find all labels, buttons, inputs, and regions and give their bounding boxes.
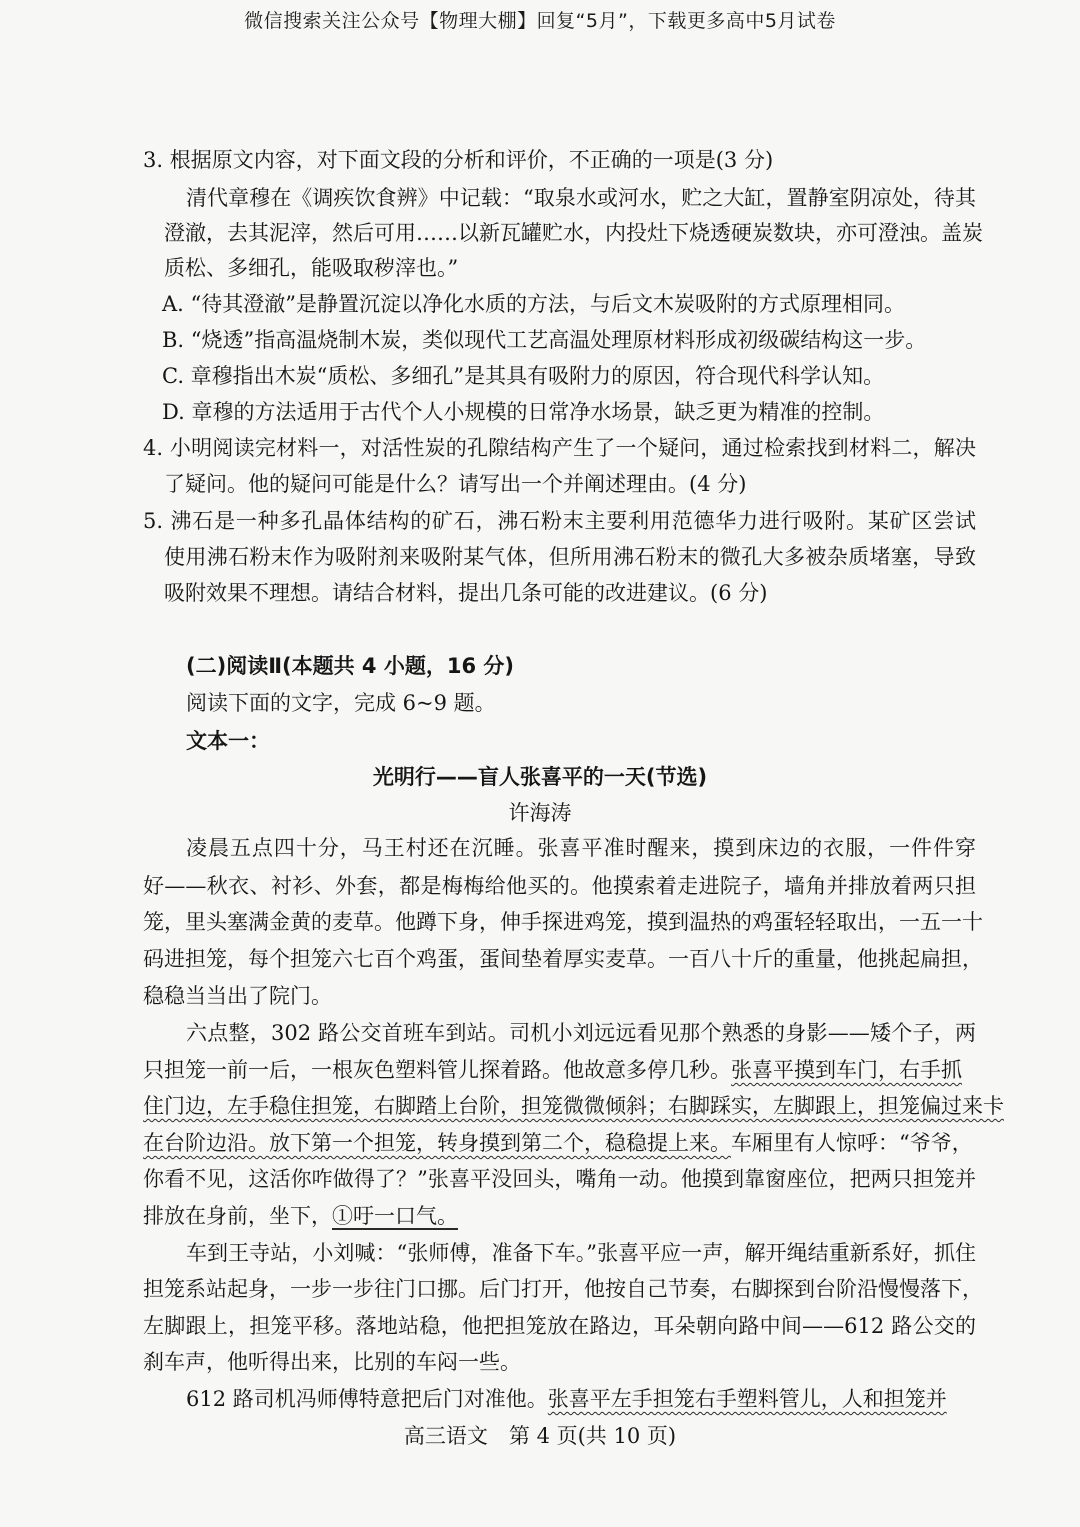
article-p2-line-2-underlined: 张喜平摸到车门，右手抓 (731, 1058, 962, 1082)
article-p4-line-1 (186, 1385, 947, 1413)
article-p3-line-2: 担笼系站起身，一步一步往门口挪。后门打开，他按自己节奏，右脚探到台阶沿慢慢落下， (143, 1277, 983, 1301)
article-p1-line-4: 码进担笼，每个担笼六七百个鸡蛋，蛋间垫着厚实麦草。一百八十斤的重量，他挑起扁担， (143, 947, 983, 971)
article-p2-line-4-underlined: 在台阶边沿。放下第一个担笼，转身摸到第二个，稳稳提上来。 (143, 1131, 731, 1155)
question-3-stem: 3. 根据原文内容，对下面文段的分析和评价，不正确的一项是(3 分) (143, 148, 774, 172)
article-p3-line-3: 左脚跟上，担笼平移。落地站稳，他把担笼放在路边，耳朵朝向路中间——612 路公交的 (143, 1314, 976, 1338)
section-instruction: 阅读下面的文字，完成 6~9 题。 (186, 691, 496, 715)
page-footer: 高三语文 第 4 页(共 10 页) (403, 1424, 677, 1448)
article-p2-line-4-plain: 车厢里有人惊呼：“爷爷， (731, 1131, 973, 1155)
article-p2-line-1: 六点整，302 路公交首班车到站。司机小刘远远看见那个熟悉的身影——矮个子，两 (186, 1021, 976, 1045)
article-p1-line-2: 好——秋衣、衬衫、外套，都是梅梅给他买的。他摸索着走进院子，墙角并排放着两只担 (143, 874, 976, 898)
question-5-line-1: 5. 沸石是一种多孔晶体结构的矿石，沸石粉末主要利用范德华力进行吸附。某矿区尝试 (143, 509, 976, 533)
article-p2-line-4 (143, 1129, 976, 1157)
article-title: 光明行——盲人张喜平的一天(节选) (372, 765, 708, 789)
question-3-option-b: B. “烧透”指高温烧制木炭，类似现代工艺高温处理原材料形成初级碳结构这一步。 (162, 328, 927, 352)
article-p4-line-1-underlined: 张喜平左手担笼右手塑料管儿，人和担笼并 (547, 1387, 947, 1411)
question-3-option-d: D. 章穆的方法适用于古代个人小规模的日常净水场景，缺乏更为精准的控制。 (162, 400, 885, 424)
article-p2-line-3-underlined: 住门边，左手稳住担笼，右脚踏上台阶，担笼微微倾斜；右脚踩实，左脚跟上，担笼偏过来卡 (143, 1094, 1004, 1118)
article-p1-line-5: 稳稳当当出了院门。 (143, 984, 332, 1008)
question-3-option-a: A. “待其澄澈”是静置沉淀以净化水质的方法，与后文木炭吸附的方式原理相同。 (162, 292, 905, 316)
article-p2-marked-sentence: ①吁一口气。 (332, 1204, 458, 1228)
article-p3-line-1: 车到王寺站，小刘喊：“张师傅，准备下车。”张喜平应一声，解开绳结重新系好，抓住 (186, 1241, 976, 1265)
article-p2-line-2 (143, 1056, 976, 1084)
promo-banner: 微信搜索关注公众号【物理大棚】回复“5月”，下载更多高中5月试卷 (244, 10, 836, 32)
question-3-option-c: C. 章穆指出木炭“质松、多细孔”是其具有吸附力的原因，符合现代科学认知。 (162, 364, 885, 388)
article-p1-line-1: 凌晨五点四十分，马王村还在沉睡。张喜平准时醒来，摸到床边的衣服，一件件穿 (186, 836, 976, 860)
question-3-passage-line-3: 质松、多细孔，能吸取秽滓也。” (164, 256, 459, 280)
article-p2-line-5: 你看不见，这活你咋做得了？”张喜平没回头，嘴角一动。他摸到靠窗座位，把两只担笼并 (143, 1167, 976, 1191)
article-p2-line-3 (143, 1092, 1004, 1120)
article-p4-line-1-plain: 612 路司机冯师傅特意把后门对准他。 (186, 1387, 548, 1411)
text-one-label: 文本一： (186, 729, 270, 753)
question-3-passage-line-1: 清代章穆在《调疾饮食辨》中记载：“取泉水或河水，贮之大缸，置静室阴凉处，待其 (186, 186, 976, 210)
article-p2-line-6-plain: 排放在身前，坐下， (143, 1204, 332, 1228)
question-5-line-3: 吸附效果不理想。请结合材料，提出几条可能的改进建议。(6 分) (164, 581, 768, 605)
article-author: 许海涛 (508, 801, 572, 825)
section-heading: (二)阅读Ⅱ(本题共 4 小题，16 分) (186, 654, 514, 678)
question-3-passage-line-2: 澄澈，去其泥滓，然后可用……以新瓦罐贮水，内投灶下烧透硬炭数块，亦可澄浊。盖炭 (164, 221, 983, 245)
article-p1-line-3: 笼，里头塞满金黄的麦草。他蹲下身，伸手探进鸡笼，摸到温热的鸡蛋轻轻取出，一五一十 (143, 910, 983, 934)
article-p3-line-4: 刹车声，他听得出来，比别的车闷一些。 (143, 1350, 521, 1374)
question-4-line-1: 4. 小明阅读完材料一，对活性炭的孔隙结构产生了一个疑问，通过检索找到材料二，解决 (143, 436, 976, 460)
question-4-line-2: 了疑问。他的疑问可能是什么？请写出一个并阐述理由。(4 分) (164, 472, 747, 496)
question-5-line-2: 使用沸石粉末作为吸附剂来吸附某气体，但所用沸石粉末的微孔大多被杂质堵塞，导致 (164, 545, 976, 569)
article-p2-line-2-plain: 只担笼一前一后，一根灰色塑料管儿探着路。他故意多停几秒。 (143, 1058, 731, 1082)
article-p2-line-6 (143, 1202, 458, 1230)
